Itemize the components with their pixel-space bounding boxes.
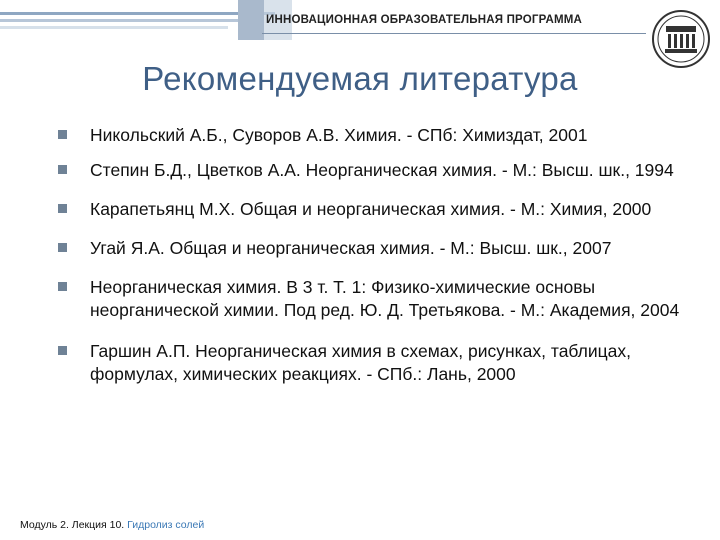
list-item <box>52 198 692 221</box>
bullet-square-icon <box>58 282 67 291</box>
header-stripe <box>0 19 252 22</box>
footer-topic: Гидролиз солей <box>127 519 205 531</box>
reference-text: Степин Б.Д., Цветков А.А. Неорганическая химия. - М.: Высш. шк., 1994 <box>90 160 674 180</box>
bullet-square-icon <box>58 130 67 139</box>
list-item <box>52 124 692 147</box>
list-item <box>52 340 692 386</box>
slide-title: Рекомендуемая литература <box>142 60 578 97</box>
footer <box>20 519 204 531</box>
header-stripe <box>0 12 275 15</box>
bullet-square-icon <box>58 346 67 355</box>
reference-list <box>52 120 692 386</box>
reference-text: Карапетьянц М.Х. Общая и неорганическая химия. - М.: Химия, 2000 <box>90 199 652 219</box>
bullet-square-icon <box>58 204 67 213</box>
program-title: ИННОВАЦИОННАЯ ОБРАЗОВАТЕЛЬНАЯ ПРОГРАММА <box>266 14 583 26</box>
list-item <box>52 159 692 182</box>
footer-module: Модуль 2. Лекция 10. <box>20 519 125 531</box>
reference-text: Угай Я.А. Общая и неорганическая химия. - М.: Высш. шк., 2007 <box>90 238 612 258</box>
bullet-square-icon <box>58 165 67 174</box>
header-block <box>238 0 264 40</box>
reference-text: Никольский А.Б., Суворов А.В. Химия. - СПб: Химиздат, 2001 <box>90 125 588 145</box>
header-rule <box>262 33 646 34</box>
list-item <box>52 276 692 322</box>
reference-text: Гаршин А.П. Неорганическая химия в схемах, рисунках, таблицах, формулах, химических реакциях. - СПб.: Лань, 2000 <box>90 341 632 384</box>
bullet-square-icon <box>58 243 67 252</box>
list-item <box>52 237 692 260</box>
reference-text: Неорганическая химия. В 3 т. Т. 1: Физико-химические основы неорганической химии. Под ред. Ю. Д. Третьякова. - М.: Академия, 2004 <box>90 277 680 320</box>
header-stripe <box>0 26 228 29</box>
